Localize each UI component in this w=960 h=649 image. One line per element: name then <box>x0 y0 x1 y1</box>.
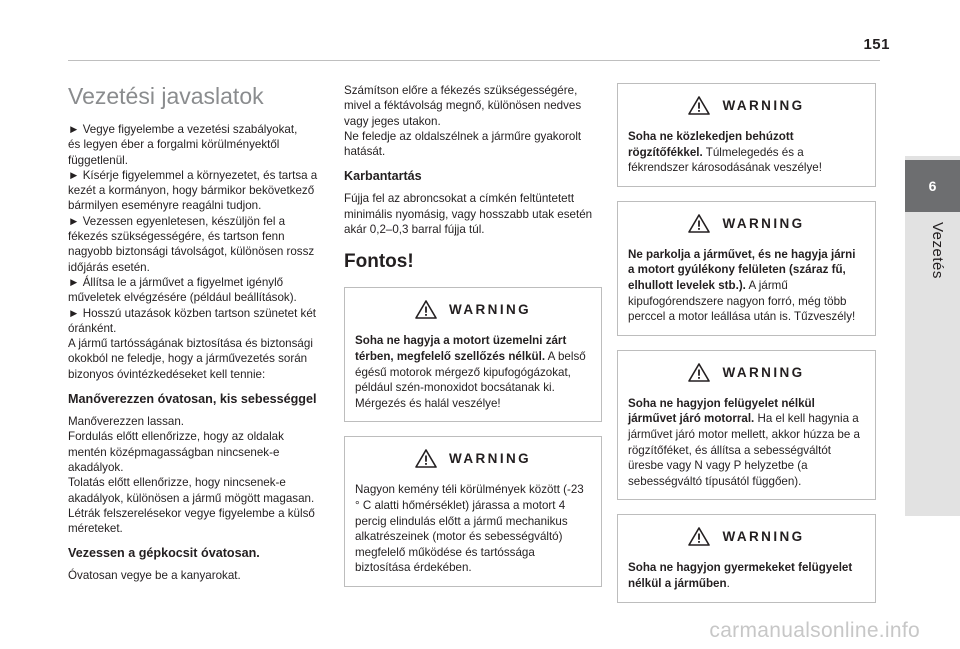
section-title: Vezetési javaslatok <box>68 83 264 109</box>
warning-box <box>617 83 876 187</box>
warning-triangle-icon <box>415 300 437 319</box>
warning-body-text: A jármű kipufogórendszere nagyon forró, még több perccel a motor leállása után is. Tűzveszély! <box>628 278 856 324</box>
warning-title: WARNING <box>448 302 532 318</box>
warning-title: WARNING <box>722 215 805 231</box>
warning-box <box>617 514 876 602</box>
careful-driving-text: Óvatosan vegye be a kanyarokat. <box>68 569 241 583</box>
warning-triangle-icon <box>688 363 710 382</box>
column-3 <box>617 83 876 617</box>
warning-box <box>344 287 602 422</box>
warning-body-text: . <box>726 576 730 590</box>
warning-bold-text: Soha ne hagyja a motort üzemelni zárt térben, megfelelő szellőzés nélkül. <box>355 334 567 363</box>
maneuver-text: Manőverezzen lassan. Fordulás előtt ellenőrizze, hogy az oldalak mentén középmagasságban nincsenek-e akadályok. Tolatás előtt ellenőrizze, hogy nincsenek-e akadályok, különösen a jármű mögött magasan. Létrák felszerelésekor vegye figyelembe a külső méreteket. <box>68 415 315 536</box>
warning-body-text: Ha el kell hagynia a járművet járó motor mellett, akkor húzza be a rögzítőféket, és állítsa a sebességváltót üresbe vagy N vagy P helyzetbe (a sebességváltó típusától függően). <box>628 412 860 488</box>
warning-title: WARNING <box>722 98 805 113</box>
warning-body-text: A belső égésű motorok mérgező kipufogógázokat, például szén-monoxidot bocsátanak ki. Mérgezés és halál veszélye! <box>355 349 586 410</box>
page-number: 151 <box>863 36 890 53</box>
maneuver-heading: Manőverezzen óvatosan, kis sebességgel <box>68 392 317 407</box>
warning-triangle-icon <box>688 96 710 115</box>
warning-triangle-icon <box>415 449 437 468</box>
warning-box <box>344 436 602 587</box>
warning-text <box>628 396 865 490</box>
warning-title: WARNING <box>448 451 532 467</box>
warning-triangle-icon <box>688 214 710 233</box>
warning-title: WARNING <box>722 364 805 380</box>
braking-text: Számítson előre a fékezés szükségességére, mivel a féktávolság megnő, különösen nedves vagy jeges utakon. Ne feledje az oldalszélnek a járműre gyakorolt hatását. <box>344 84 582 159</box>
maintenance-text: Fújja fel az abroncsokat a címkén feltüntetett minimális nyomásig, vagy hosszabb utak esetén akár 0,2–0,3 barral fújja túl. <box>344 192 593 237</box>
driving-tips-text: ► Vegye figyelembe a vezetési szabályokat, és legyen éber a forgalmi körülményektől függetlenül. ► Kísérje figyelemmel a környezetet, és tartsa a kezét a kormányon, hogy bármikor bekövetkező bármilyen eseményre reagálni tudjon. ► Vezessen egyenletesen, készüljön fel a fékezés szükségességére, és tartson fenn nagyobb biztonsági távolságot, különösen rossz időjárás esetén. ► Állítsa le a járművet a figyelmet igénylő műveletek elvégzésére (például beállítások). ► Hosszú utazások közben tartson szünetet két óránként. A jármű tartósságának biztosítása és biztonsági okokból ne feledje, hogy a járművezetés során bizonyos óvintézkedéseket kell tennie: <box>68 123 318 381</box>
warning-text <box>355 482 591 576</box>
careful-driving-heading: Vezessen a gépkocsit óvatosan. <box>68 546 260 561</box>
maintenance-heading: Karbantartás <box>344 169 422 184</box>
warning-bold-text: Soha ne hagyjon felügyelet nélkül járművet járó motorral. <box>628 396 815 426</box>
warning-text <box>628 129 865 176</box>
chapter-label: Vezetés <box>929 222 946 279</box>
warning-triangle-icon <box>688 527 710 546</box>
column-2 <box>344 83 602 601</box>
warning-box <box>617 201 876 336</box>
warning-box <box>617 350 876 501</box>
warning-body-text: Nagyon kemény téli körülmények között (-23 ° C alatti hőmérséklet) járassa a motort 4 percig elindulás előtt a jármű mechanikus alkatrészeinek (motor és sebességváltó) megfelelő működése és tartóssága biztosítása érdekében. <box>355 483 584 575</box>
watermark: carmanualsonline.info <box>709 619 920 642</box>
warning-bold-text: Soha ne közlekedjen behúzott rögzítőfékkel. <box>628 130 794 159</box>
warning-text <box>628 247 865 325</box>
column-1 <box>68 83 323 584</box>
warning-body-text: Túlmelegedés és a fékrendszer károsodásának veszélye! <box>628 145 822 175</box>
warning-text <box>628 560 865 591</box>
warning-bold-text: Ne parkolja a járművet, és ne hagyja járni a motort gyúlékony felületen (száraz fű, elhullott levelek stb.). <box>628 247 856 292</box>
important-heading: Fontos! <box>344 251 414 273</box>
chapter-number: 6 <box>905 160 960 212</box>
warning-title: WARNING <box>722 529 805 545</box>
header-rule <box>68 60 880 61</box>
warning-bold-text: Soha ne hagyjon gyermekeket felügyelet nélkül a járműben <box>628 561 853 590</box>
warning-text <box>355 333 591 411</box>
